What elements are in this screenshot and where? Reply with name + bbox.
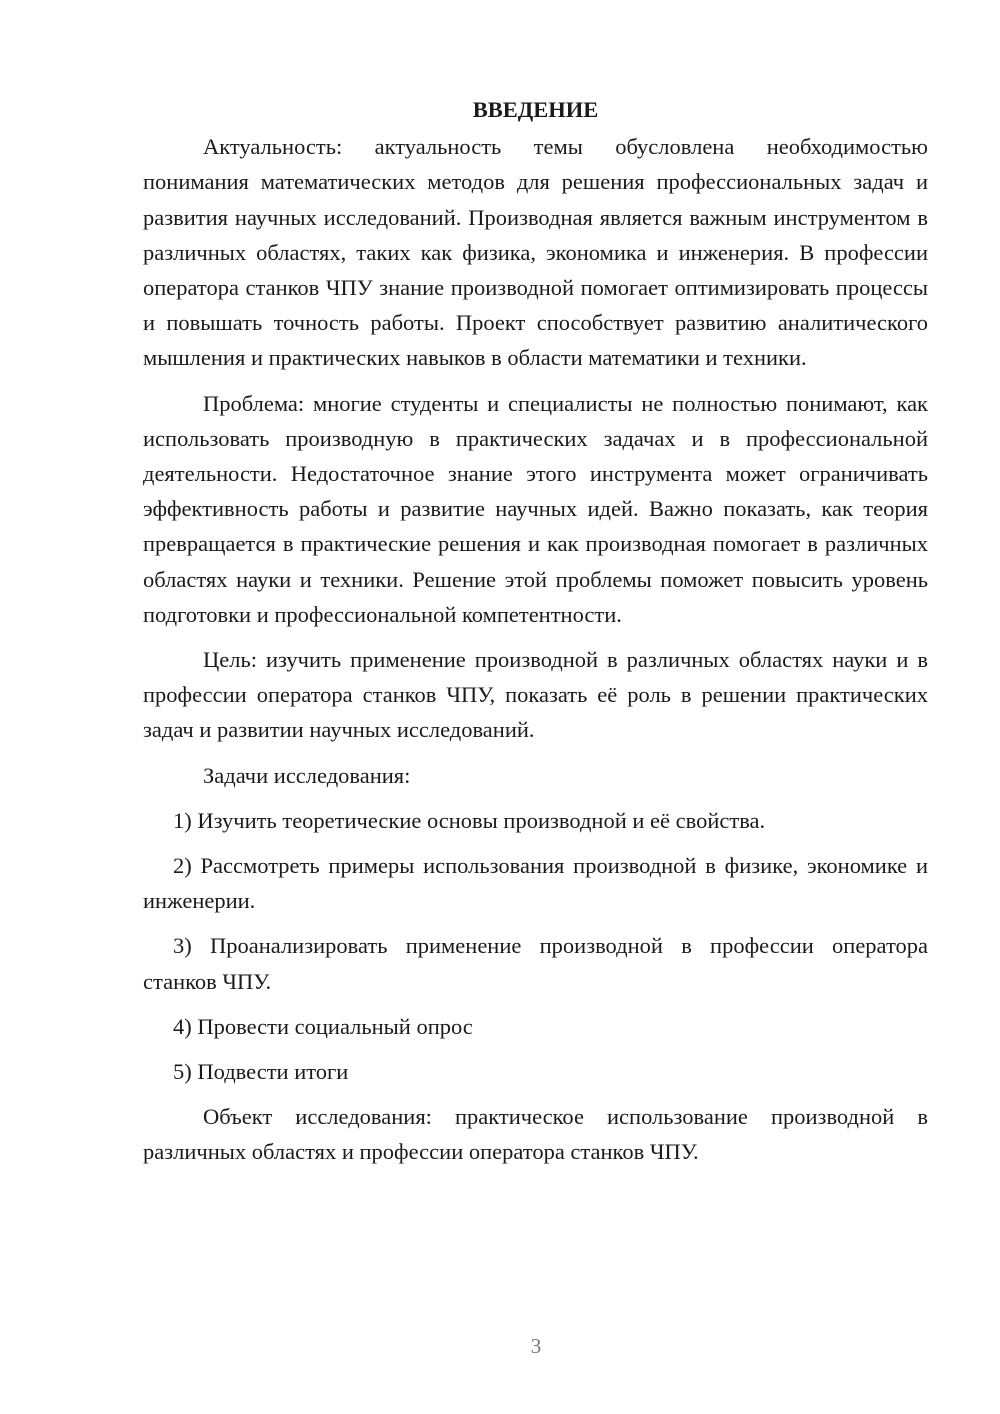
- paragraph-goal: Цель: изучить применение производной в различных областях науки и в профессии оператора станков ЧПУ, показать её роль в решении практических задач и развитии научных исследований.: [143, 647, 928, 743]
- paragraph-tasks-heading: Задачи исследования:: [203, 762, 411, 788]
- paragraph-object: Объект исследования: практическое использование производной в различных областях и профессии оператора станков ЧПУ.: [143, 1104, 928, 1165]
- list-item: 5) Подвести итоги: [173, 1059, 349, 1085]
- paragraph-relevance: Актуальность: актуальность темы обусловлена необходимостью понимания математических методов для решения профессиональных задач и развития научных исследований. Производная является важным инструментом в различных областях, таких как физика, экономика и инженерия. В профессии оператора станков ЧПУ знание производной помогает оптимизировать процессы и повышать точность работы. Проект способствует развитию аналитического мышления и практических навыков в области математики и техники.: [143, 134, 928, 371]
- tasks-list: [143, 803, 928, 1089]
- section-title: ВВЕДЕНИЕ: [472, 97, 599, 122]
- list-item: 3) Проанализировать применение производной в профессии оператора станков ЧПУ.: [143, 933, 928, 994]
- paragraph-problem: Проблема: многие студенты и специалисты не полностью понимают, как использовать производную в практических задачах и в профессиональной деятельности. Недостаточное знание этого инструмента может ограничивать эффективность работы и развитие научных идей. Важно показать, как теория превращается в практические решения и как производная помогает в различных областях науки и техники. Решение этой проблемы поможет повысить уровень подготовки и профессиональной компетентности.: [143, 390, 928, 627]
- page-content: [143, 92, 928, 1170]
- page-number: 3: [530, 1334, 542, 1358]
- list-item: 4) Провести социальный опрос: [173, 1013, 473, 1039]
- list-item: 1) Изучить теоретические основы производной и её свойства.: [173, 807, 766, 833]
- list-item: 2) Рассмотреть примеры использования производной в физике, экономике и инженерии.: [143, 853, 928, 914]
